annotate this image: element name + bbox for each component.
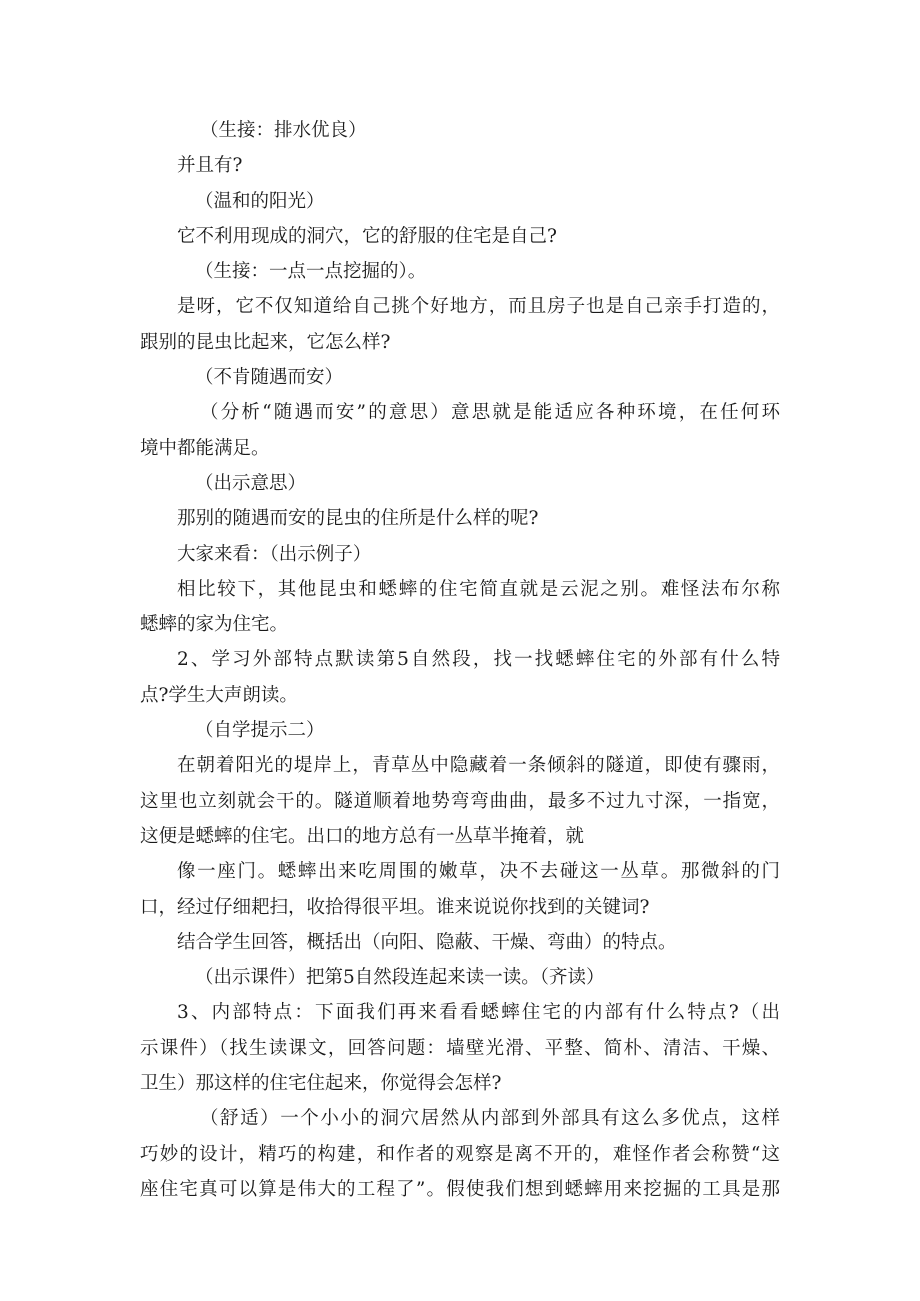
paragraph-line: 2、学习外部特点默读第5自然段，找一找蟋蟀住宅的外部有什么特 bbox=[177, 649, 780, 671]
paragraph-line: 跟别的昆虫比起来，它怎么样? bbox=[140, 331, 391, 353]
paragraph-line: 巧妙的设计，精巧的构建，和作者的观察是离不开的，难怪作者会称赞“这 bbox=[140, 1143, 780, 1165]
paragraph-line: （出示课件）把第5自然段连起来读一读。（齐读） bbox=[195, 967, 605, 989]
paragraph-line: 口，经过仔细耙扫，收拾得很平坦。谁来说说你找到的关键词? bbox=[140, 896, 650, 918]
paragraph-line: （分析“随遇而安”的意思）意思就是能适应各种环境，在任何环 bbox=[200, 402, 780, 424]
document-body bbox=[140, 113, 780, 1207]
paragraph-line: 它不利用现成的洞穴，它的舒服的住宅是自己? bbox=[177, 225, 557, 247]
paragraph-line: 并且有? bbox=[177, 155, 243, 177]
paragraph-line: （生接：排水优良） bbox=[200, 120, 367, 141]
paragraph-line: 大家来看：（出示例子） bbox=[177, 543, 372, 565]
paragraph-line: （温和的阳光） bbox=[195, 190, 325, 212]
paragraph-line: 3、内部特点：下面我们再来看看蟋蟀住宅的内部有什么特点?（出 bbox=[177, 1002, 780, 1024]
paragraph-line: 座住宅真可以算是伟大的工程了”。假使我们想到蟋蟀用来挖掘的工具是那 bbox=[140, 1178, 780, 1200]
paragraph-line: 蟋蟀的家为住宅。 bbox=[140, 614, 289, 636]
paragraph-line: （不肯随遇而安） bbox=[195, 367, 344, 389]
paragraph-line: 点?学生大声朗读。 bbox=[140, 684, 298, 706]
paragraph-line: 结合学生回答，概括出（向阳、隐蔽、干燥、弯曲）的特点。 bbox=[177, 931, 677, 953]
paragraph-line: （生接：一点一点挖掘的）。 bbox=[195, 261, 427, 283]
paragraph-line: 那别的随遇而安的昆虫的住所是什么样的呢? bbox=[177, 508, 539, 530]
paragraph-line: 卫生）那这样的住宅住起来，你觉得会怎样? bbox=[140, 1073, 502, 1095]
paragraph-line: 境中都能满足。 bbox=[140, 437, 270, 459]
paragraph-line: 示课件）（找生读课文，回答问题：墙壁光滑、平整、简朴、清洁、干燥、 bbox=[140, 1037, 780, 1059]
paragraph-line: 在朝着阳光的堤岸上，青草丛中隐藏着一条倾斜的隧道，即使有骤雨， bbox=[177, 755, 780, 777]
paragraph-line: 像一座门。蟋蟀出来吃周围的嫩草，决不去碰这一丛草。那微斜的门 bbox=[177, 861, 780, 883]
paragraph-line: 相比较下，其他昆虫和蟋蟀的住宅简直就是云泥之别。难怪法布尔称 bbox=[177, 578, 780, 600]
paragraph-line: 这便是蟋蟀的住宅。出口的地方总有一丛草半掩着，就 bbox=[140, 825, 585, 847]
paragraph-line: 是呀，它不仅知道给自己挑个好地方，而且房子也是自己亲手打造的， bbox=[177, 296, 780, 318]
paragraph-line: （舒适）一个小小的洞穴居然从内部到外部具有这么多优点，这样 bbox=[200, 1108, 780, 1130]
paragraph-line: 这里也立刻就会干的。隧道顺着地势弯弯曲曲，最多不过九寸深，一指宽， bbox=[140, 790, 780, 812]
paragraph-line: （自学提示二） bbox=[195, 720, 325, 742]
paragraph-line: （出示意思） bbox=[195, 472, 307, 494]
